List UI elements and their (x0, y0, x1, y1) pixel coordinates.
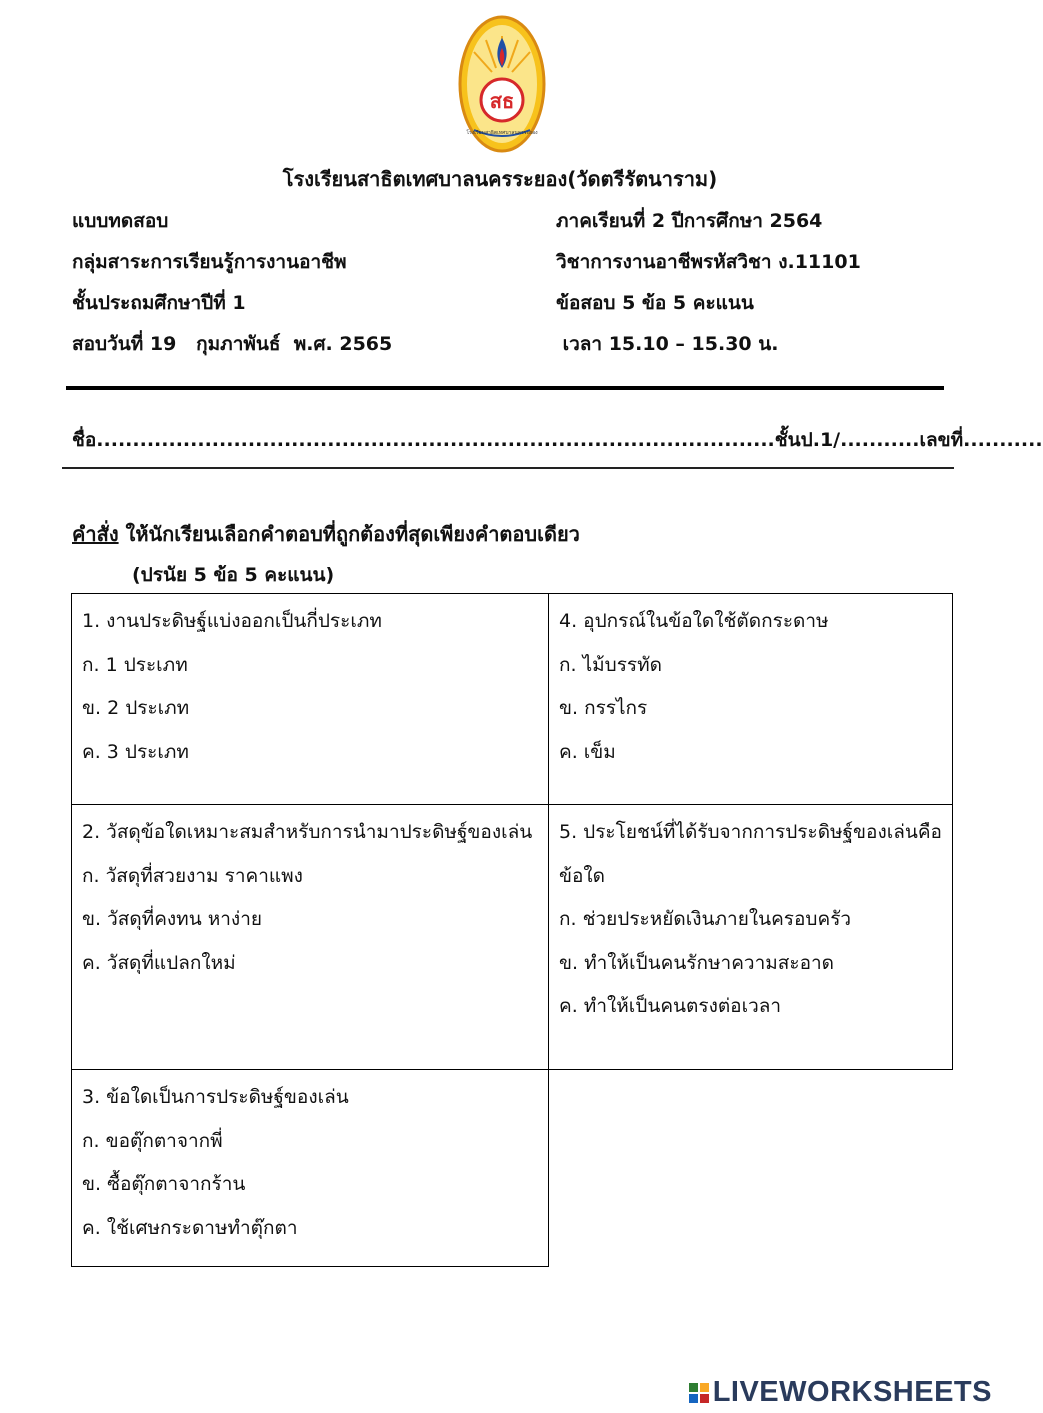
subject-code: วิชาการงานอาชีพรหัสวิชา ง.11101 (556, 251, 861, 273)
question-text: 3. ข้อใดเป็นการประดิษฐ์ของเล่น (82, 1086, 349, 1108)
question-text: 1. งานประดิษฐ์แบ่งออกเป็นกี่ประเภท (82, 610, 382, 632)
header-divider (66, 386, 944, 390)
choice-option[interactable]: ข. วัสดุที่คงทน หาง่าย (82, 908, 263, 930)
semester: ภาคเรียนที่ 2 ปีการศึกษา 2564 (556, 210, 823, 232)
test-type: แบบทดสอบ (72, 210, 169, 232)
question-card-4 (548, 593, 953, 805)
liveworksheets-brand: LIVEWORKSHEETS (712, 1376, 992, 1408)
instructions (72, 518, 580, 550)
choice-option[interactable]: ข. ทำให้เป็นคนรักษาความสะอาด (559, 951, 834, 974)
choice-option[interactable]: ค. 3 ประเภท (82, 740, 189, 763)
choice-option[interactable]: ก. วัสดุที่สวยงาม ราคาแพง (82, 864, 303, 887)
choice-option[interactable]: ก. 1 ประเภท (82, 653, 188, 676)
choice-option[interactable]: ค. ทำให้เป็นคนตรงต่อเวลา (559, 995, 782, 1017)
exam-date: สอบวันที่ 19 กุมภาพันธ์ พ.ศ. 2565 (72, 333, 393, 355)
name-divider (62, 467, 954, 469)
liveworksheets-logo[interactable] (689, 1376, 992, 1409)
student-name-field[interactable]: ชื่อ..............................................................................................ชั้นป.1/...........เลขที่........... (72, 429, 1043, 451)
question-count: ข้อสอบ 5 ข้อ 5 คะแนน (556, 292, 754, 314)
choice-option[interactable]: ค. วัสดุที่แปลกใหม่ (82, 951, 236, 974)
choice-option[interactable]: ข. ซื้อตุ๊กตาจากร้าน (82, 1173, 246, 1195)
grade-level: ชั้นประถมศึกษาปีที่ 1 (72, 292, 246, 314)
question-card-5 (548, 804, 953, 1070)
choice-option[interactable]: ก. ไม้บรรทัด (559, 653, 662, 676)
subject-group: กลุ่มสาระการเรียนรู้การงานอาชีพ (72, 251, 347, 273)
instructions-subtext: (ปรนัย 5 ข้อ 5 คะแนน) (132, 564, 335, 586)
question-card-1 (71, 593, 549, 805)
question-text: 4. อุปกรณ์ในข้อใดใช้ตัดกระดาษ (559, 610, 829, 632)
school-logo (458, 14, 546, 154)
svg-text:สธ: สธ (489, 89, 515, 113)
question-card-3 (71, 1069, 549, 1267)
exam-time: เวลา 15.10 – 15.30 น. (556, 333, 779, 355)
liveworksheets-icon (689, 1383, 709, 1403)
choice-option[interactable]: ก. ช่วยประหยัดเงินภายในครอบครัว (559, 908, 852, 930)
choice-option[interactable]: ค. ใช้เศษกระดาษทำตุ๊กตา (82, 1216, 298, 1239)
instructions-label: คำสั่ง (72, 522, 119, 546)
instructions-text: ให้นักเรียนเลือกคำตอบที่ถูกต้องที่สุดเพียงคำตอบเดียว (118, 522, 580, 546)
question-card-2 (71, 804, 549, 1070)
svg-text:โรงเรียนสาธิตเทศบาลนครระยอง: โรงเรียนสาธิตเทศบาลนครระยอง (466, 130, 538, 136)
school-name: โรงเรียนสาธิตเทศบาลนครระยอง(วัดตรีรัตนาราม) (282, 167, 718, 191)
question-text: 5. ประโยชน์ที่ได้รับจากการประดิษฐ์ของเล่นคือข้อใด (559, 821, 942, 887)
choice-option[interactable]: ค. เข็ม (559, 740, 616, 763)
choice-option[interactable]: ก. ขอตุ๊กตาจากพี่ (82, 1129, 223, 1152)
question-text: 2. วัสดุข้อใดเหมาะสมสำหรับการนำมาประดิษฐ์ของเล่น (82, 821, 533, 843)
choice-option[interactable]: ข. 2 ประเภท (82, 697, 190, 719)
choice-option[interactable]: ข. กรรไกร (559, 697, 648, 719)
